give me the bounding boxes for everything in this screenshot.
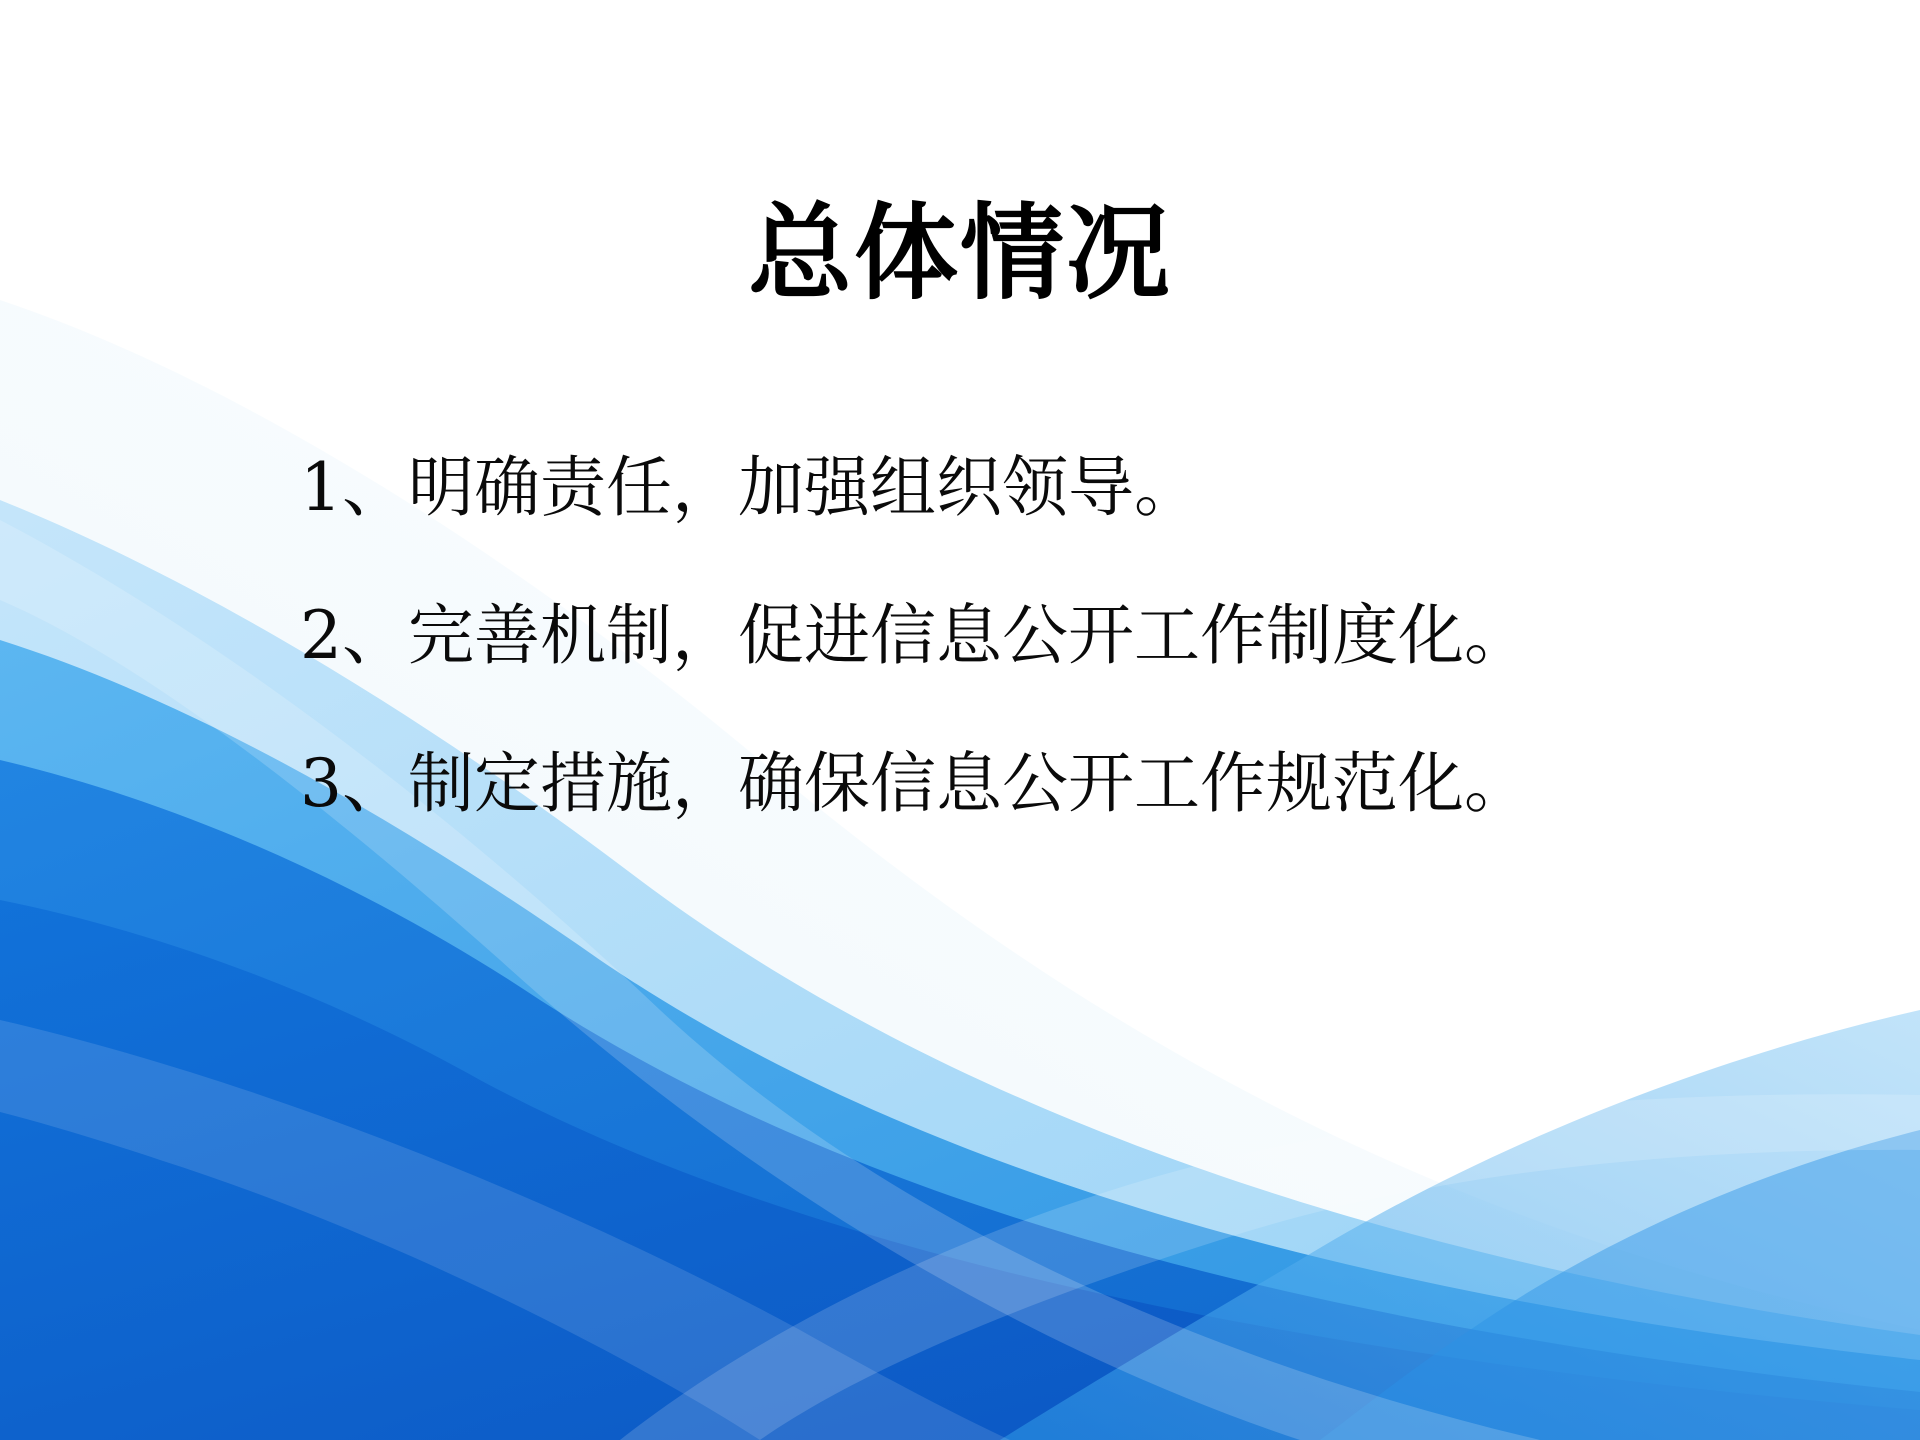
bullet-list [300,450,1780,822]
list-item: 3、制定措施，确保信息公开工作规范化。 [300,744,1530,822]
list-item: 2、完善机制，促进信息公开工作制度化。 [300,596,1530,674]
page-title: 总体情况 [747,192,1172,314]
list-item: 1、明确责任，加强组织领导。 [300,449,1200,526]
